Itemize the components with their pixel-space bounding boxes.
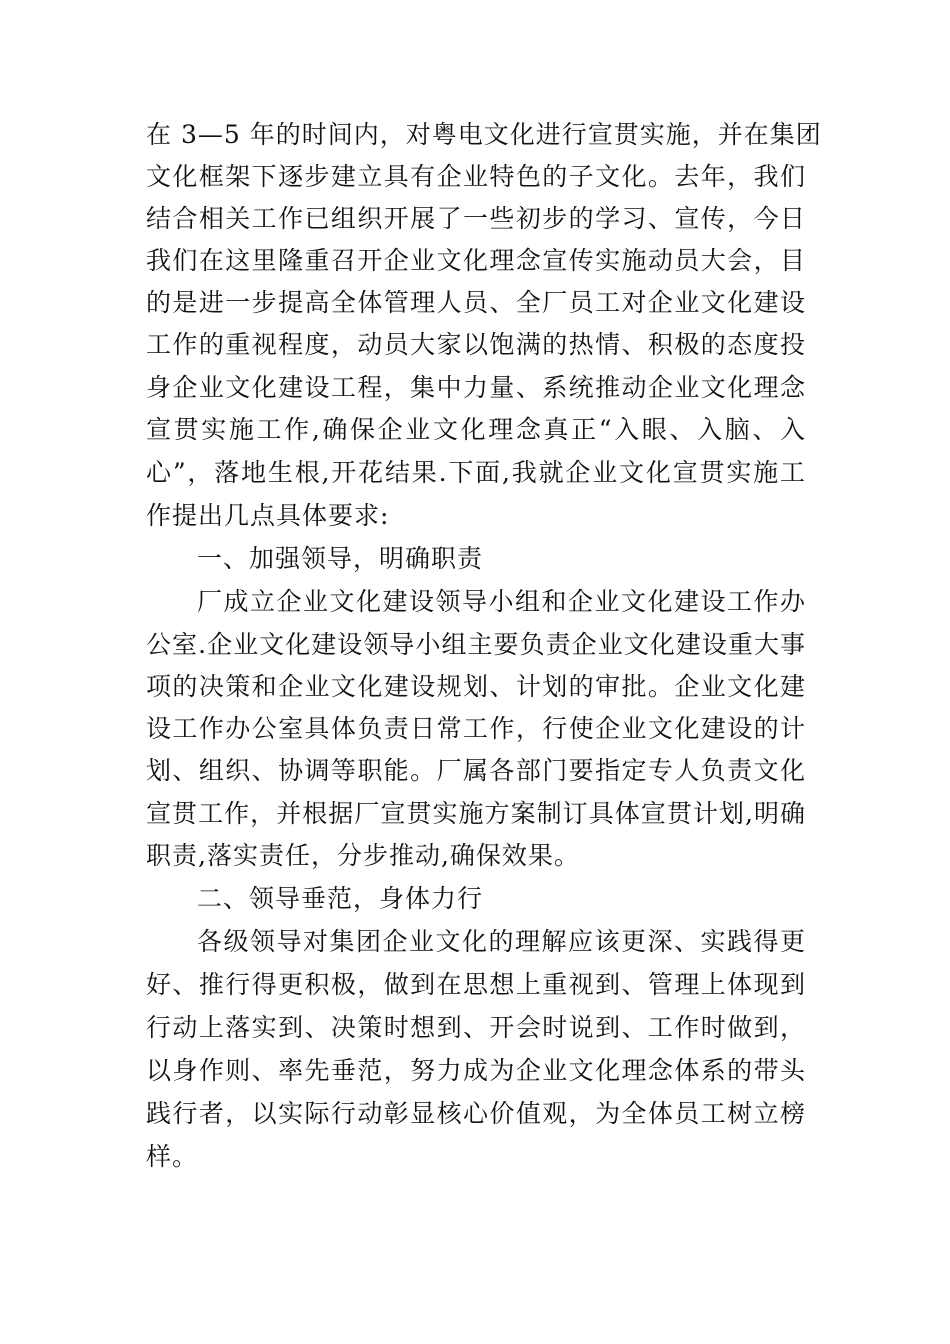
- paragraph-line: 的是进一步提高全体管理人员、全厂员工对企业文化建设: [146, 288, 806, 317]
- paragraph-line: 样。: [146, 1142, 199, 1171]
- section-heading-1: 一、加强领导，明确职责: [197, 544, 484, 573]
- paragraph-line: 结合相关工作已组织开展了一些初步的学习、宣传，今日: [146, 204, 806, 233]
- paragraph-line: 我们在这里隆重召开企业文化理念宣传实施动员大会，目: [146, 246, 806, 275]
- paragraph-line: 好、推行得更积极，做到在思想上重视到、管理上体现到: [146, 970, 806, 999]
- section-heading-2: 二、领导垂范，身体力行: [197, 884, 484, 913]
- paragraph-line: 以身作则、率先垂范，努力成为企业文化理念体系的带头: [146, 1056, 806, 1085]
- paragraph-line: 文化框架下逐步建立具有企业特色的子文化。去年，我们: [146, 162, 806, 191]
- paragraph-line: 职责,落实责任，分步推动,确保效果。: [146, 841, 580, 870]
- paragraph-line: 作提出几点具体要求:: [146, 501, 390, 530]
- paragraph-line: 公室.企业文化建设领导小组主要负责企业文化建设重大事: [146, 630, 806, 659]
- paragraph-line: 身企业文化建设工程，集中力量、系统推动企业文化理念: [146, 373, 806, 402]
- paragraph-line: 践行者，以实际行动彰显核心价值观，为全体员工树立榜: [146, 1099, 806, 1128]
- paragraph-line: 各级领导对集团企业文化的理解应该更深、实践得更: [197, 927, 806, 956]
- paragraph-line: 宣贯实施工作,确保企业文化理念真正“入眼、入脑、入: [146, 415, 806, 444]
- paragraph-line: 工作的重视程度，动员大家以饱满的热情、积极的态度投: [146, 330, 806, 359]
- paragraph-line: 在 3—5 年的时间内，对粤电文化进行宣贯实施，并在集团: [146, 120, 822, 149]
- paragraph-line: 设工作办公室具体负责日常工作，行使企业文化建设的计: [146, 714, 806, 743]
- paragraph-line: 心”，落地生根,开花结果.下面,我就企业文化宣贯实施工: [146, 458, 806, 487]
- paragraph-line: 划、组织、协调等职能。厂属各部门要指定专人负责文化: [146, 756, 806, 785]
- paragraph-line: 项的决策和企业文化建设规划、计划的审批。企业文化建: [146, 672, 806, 701]
- paragraph-line: 厂成立企业文化建设领导小组和企业文化建设工作办: [197, 587, 806, 616]
- paragraph-line: 宣贯工作，并根据厂宣贯实施方案制订具体宣贯计划,明确: [146, 799, 806, 828]
- paragraph-line: 行动上落实到、决策时想到、开会时说到、工作时做到，: [146, 1013, 806, 1042]
